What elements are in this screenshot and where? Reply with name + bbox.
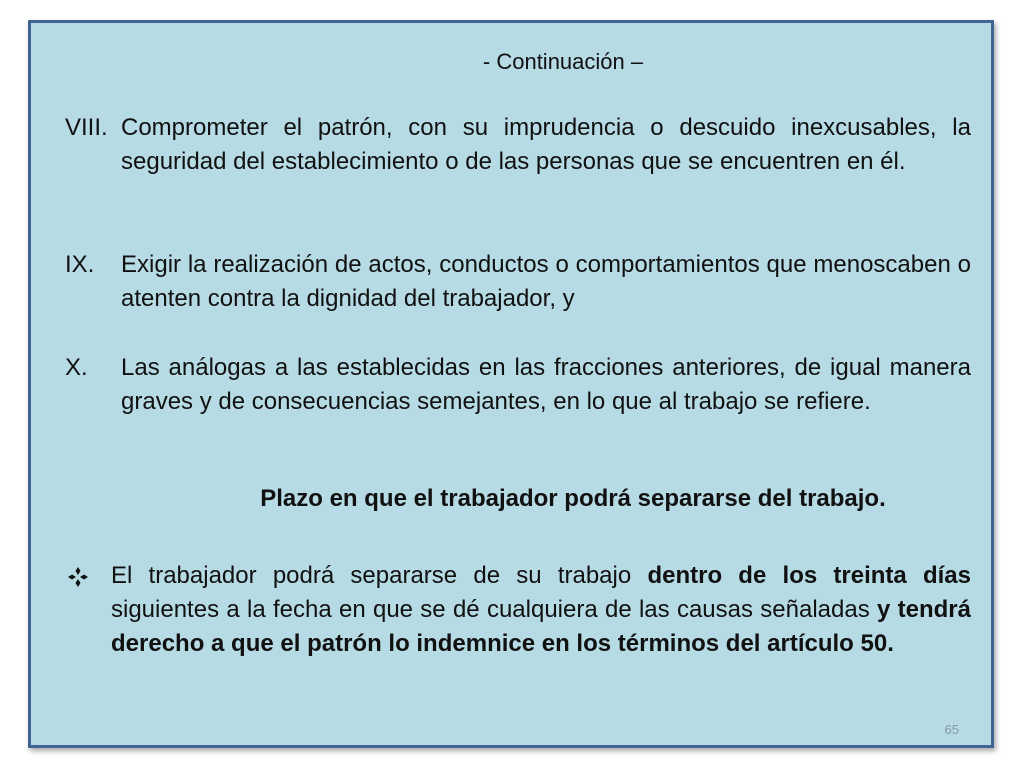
item-numeral: X. <box>65 354 88 381</box>
item-text: Comprometer el patrón, con su imprudencia o descuido inexcusables, la seguridad del establecimiento o de las personas que se encuentren en él. <box>121 114 971 175</box>
list-item-ix <box>65 248 971 316</box>
item-text: Las análogas a las establecidas en las fracciones anteriores, de igual manera graves y de consecuencias semejantes, en lo que al trabajo se refiere. <box>121 354 971 415</box>
list-item-x <box>65 351 971 419</box>
bullet-text-part: El trabajador podrá separarse de su trabajo <box>111 562 648 589</box>
page-number: 65 <box>944 722 959 737</box>
slide-panel <box>28 20 994 748</box>
item-numeral: VIII. <box>65 114 108 141</box>
bullet-text-emphasis: dentro de los treinta días <box>647 562 972 589</box>
continuation-label: - Continuación – <box>482 49 644 74</box>
bullet-text-part: siguientes a la fecha en que se dé cualquiera de las causas señaladas <box>111 596 877 623</box>
bullet-text-emphasis: y tendrá derecho a que el patrón lo indemnice en los términos del artículo 50. <box>111 596 971 657</box>
bullet-text <box>111 559 971 661</box>
list-item-viii <box>65 111 971 179</box>
section-heading: Plazo en que el trabajador podrá separarse del trabajo. <box>260 485 886 512</box>
item-text: Exigir la realización de actos, conductos o comportamientos que menoscaben o atenten contra la dignidad del trabajador, y <box>121 251 971 312</box>
diamond-bullet-icon <box>67 566 89 588</box>
item-numeral: IX. <box>65 251 95 278</box>
bullet-list-item <box>65 559 971 661</box>
